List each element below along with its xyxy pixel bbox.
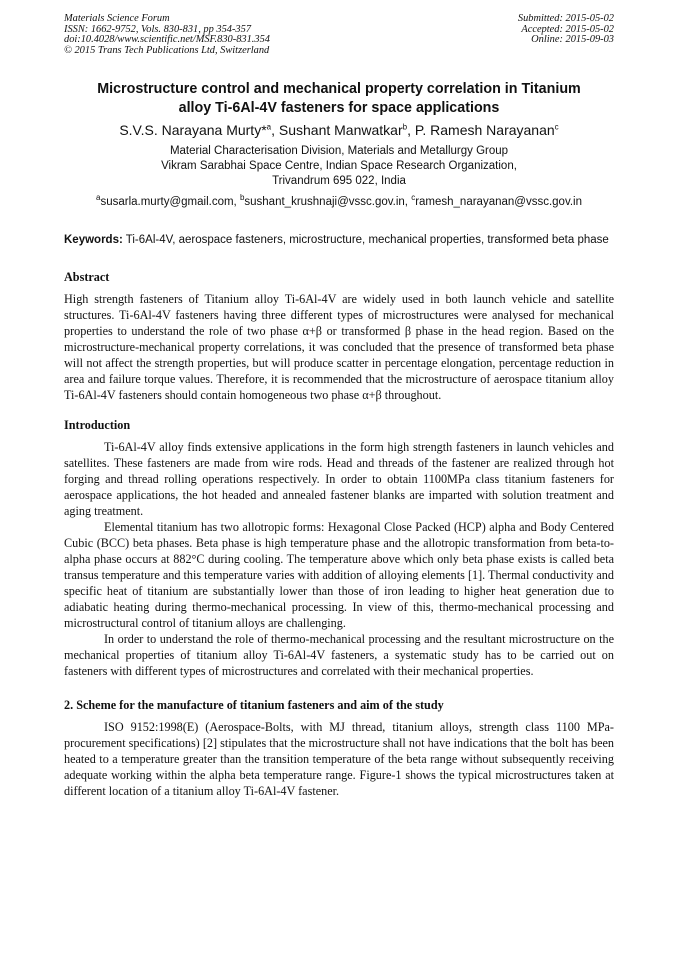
affiliation-line: Material Characterisation Division, Materials and Metallurgy Group	[169, 145, 509, 157]
accepted-date: Accepted: 2015-05-02	[521, 23, 614, 35]
abstract-text: High strength fasteners of Titanium alloy Ti-6Al-4V are widely used in both launch vehicle and satellite structures. Ti-6Al-4V fasteners having three different types of microstructures were analysed for mechanical properties to understand the role of two phase α+β or transformed β phase in the head region. Based on the microstructure-mechanical property correlations, it was concluded that the presence of transformed beta phase will not affect the strength properties, but will produce scatter in percentage elongation, percentage reduction in area and failure torque values. Therefore, it is recommended that the microstructure of aerospace titanium alloy Ti-6Al-4V fasteners should contain homogeneous two phase α+β throughout.	[64, 292, 614, 402]
email-address: susarla.murty@gmail.com,	[100, 196, 240, 208]
author-list	[64, 120, 614, 140]
online-date: Online: 2015-09-03	[531, 34, 614, 46]
doi-line: doi:10.4028/www.scientific.net/MSF.830-831.354	[64, 34, 270, 46]
introduction-heading: Introduction	[64, 418, 131, 432]
author-name: S.V.S. Narayana Murty*	[119, 122, 267, 138]
author-superscript: b	[402, 122, 408, 132]
paper-title	[64, 80, 614, 118]
abstract-heading: Abstract	[64, 270, 110, 284]
title-line: alloy Ti-6Al-4V fasteners for space applications	[178, 100, 500, 116]
email-superscript: c	[411, 193, 416, 203]
introduction-paragraph: Ti-6Al-4V alloy finds extensive applications in the form high strength fasteners in launch vehicles and satellites. These fasteners are made from wire rods. Head and threads of the fastener are realized through hot forging and thread rolling operations respectively. In order to obtain 1100MPa class titanium fasteners for aerospace applications, the hot headed and annealed fastener blanks are imparted with solution treatment and aging treatment.	[64, 440, 614, 518]
journal-name: Materials Science Forum	[64, 13, 170, 24]
introduction-paragraph: Elemental titanium has two allotropic forms: Hexagonal Close Packed (HCP) alpha and Body Centered Cubic (BCC) beta phases. Beta phase is high temperature phase and the allotropic transformation from beta-to-alpha phase occurs at 882°C during cooling. The temperature above which only beta phase exists is called beta transus temperature and this temperature varies with addition of alloying elements [1]. Thermal conductivity and specific heat of titanium are substantially lower than those of iron leading to higher heat generation due to adiabatic heating during thermo-mechanical processing. In view of this, thermo-mechanical processing and microstructural control of titanium alloys are challenging.	[64, 520, 614, 630]
email-superscript: b	[239, 193, 245, 203]
journal-header	[64, 14, 614, 68]
paper-page	[64, 14, 614, 799]
email-address: sushant_krushnaji@vssc.gov.in,	[244, 196, 412, 208]
email-address: ramesh_narayanan@vssc.gov.in	[415, 196, 582, 208]
affiliation-line: Trivandrum 695 022, India	[272, 175, 406, 187]
keywords	[64, 233, 614, 248]
copyright-line: © 2015 Trans Tech Publications Ltd, Switzerland	[64, 44, 270, 56]
publication-info	[64, 14, 270, 56]
keywords-label: Keywords:	[64, 234, 123, 246]
submission-dates	[518, 14, 614, 46]
keywords-text: Ti-6Al-4V, aerospace fasteners, microstructure, mechanical properties, transformed beta phase	[122, 234, 609, 246]
section-2-heading: 2. Scheme for the manufacture of titanium fasteners and aim of the study	[64, 698, 444, 712]
author-superscript: a	[266, 122, 272, 132]
author-emails	[64, 195, 614, 210]
author-name: , P. Ramesh Narayanan	[407, 122, 555, 138]
author-superscript: c	[554, 122, 559, 132]
title-line: Microstructure control and mechanical property correlation in Titanium	[97, 81, 581, 97]
author-name: , Sushant Manwatkar	[271, 122, 403, 138]
affiliation	[64, 144, 614, 189]
issn-line: ISSN: 1662-9752, Vols. 830-831, pp 354-357	[64, 23, 252, 35]
introduction-paragraph: In order to understand the role of thermo-mechanical processing and the resultant microstructure on the mechanical properties of titanium alloy Ti-6Al-4V fasteners, a systematic study has to be carried out on fasteners with different types of microstructures and correlated with their mechanical properties.	[64, 632, 614, 678]
submitted-date: Submitted: 2015-05-02	[517, 13, 614, 24]
section-2-paragraph: ISO 9152:1998(E) (Aerospace-Bolts, with MJ thread, titanium alloys, strength class 1100 MPa-procurement specifications) [2] stipulates that the microstructure shall not have indications that the bolt has been heated to a temperature greater than the transition temperature of the beta range without subsequently receiving adequate working within the alpha beta temperature range. Figure-1 shows the typical microstructures taken at different location of a titanium alloy Ti-6Al-4V fastener.	[64, 720, 614, 798]
affiliation-line: Vikram Sarabhai Space Centre, Indian Space Research Organization,	[161, 160, 517, 172]
email-superscript: a	[96, 193, 101, 203]
